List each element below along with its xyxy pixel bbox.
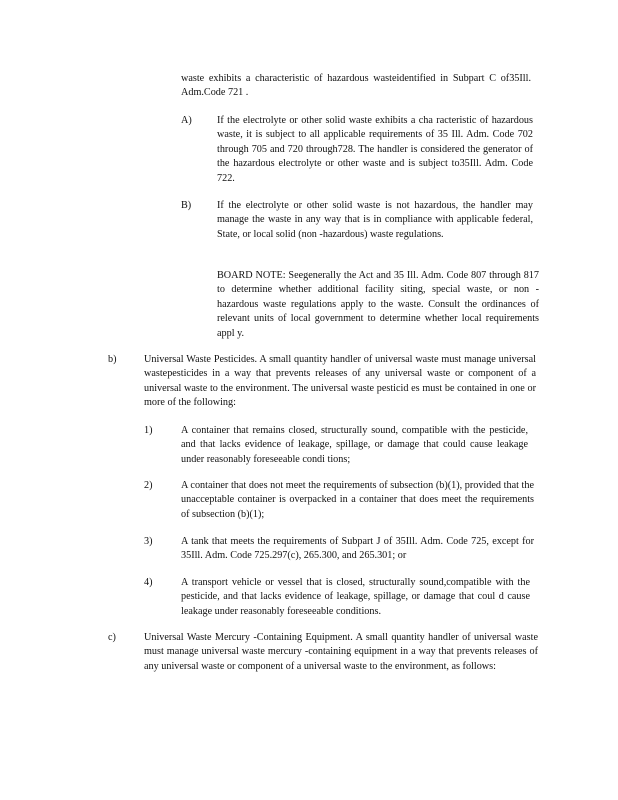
item-1-text: A container that remains closed, structurally sound, compatible with the pesticide, and that lacks evidence of leakage, spillage, or damage that could cause leakage under reasonably foreseeable condi tions; (181, 425, 528, 465)
section-b-text: Universal Waste Pesticides. A small quantity handler of universal waste must manage universal wastepesticides in a way that prevents releases of any universal waste or component of a universal waste to the environment. The universal waste pesticid es must be contained in one or more of the following: (144, 354, 536, 409)
section-b-label: b) (108, 354, 117, 365)
item-4-text: A transport vehicle or vessel that is closed, structurally sound,compatible with the pesticide, and that lacks evidence of leakage, spillage, or damage that coul d cause leakage under reasonably foreseeable conditions. (181, 577, 530, 617)
section-c-label: c) (108, 632, 116, 643)
board-note: BOARD NOTE: Seegenerally the Act and 35 Ill. Adm. Code 807 through 817 to determine whether additional facility siting, special waste, or non -hazardous waste regulations apply to the waste. Consult the ordinances of relevant units of local government to determine whether local requirements appl y. (217, 270, 539, 339)
item-2-label: 2) (144, 480, 153, 491)
item-1-label: 1) (144, 425, 153, 436)
item-3-label: 3) (144, 536, 153, 547)
intro-paragraph: waste exhibits a characteristic of hazardous wasteidentified in Subpart C of35Ill. Adm.Code 721 . (181, 73, 531, 99)
item-2-text: A container that does not meet the requirements of subsection (b)(1), provided that the unacceptable container is overpacked in a container that does meet the requirements of subsection (b)(1); (181, 480, 534, 520)
item-4-label: 4) (144, 577, 153, 588)
subitem-a-text: If the electrolyte or other solid waste exhibits a cha racteristic of hazardous waste, it is subject to all applicable requirements of 35 Ill. Adm. Code 702 through 705 and 720 through728. The handler is considered the generator of the hazardous electrolyte or other waste and is subject to35Ill. Adm. Code 722. (217, 115, 533, 184)
subitem-b-text: If the electrolyte or other solid waste is not hazardous, the handler may manage the waste in any way that is in compliance with applicable federal, State, or local solid (non -hazardous) waste regulations. (217, 200, 533, 240)
subitem-a-label: A) (181, 115, 192, 126)
subitem-b-label: B) (181, 200, 192, 211)
section-c-text: Universal Waste Mercury -Containing Equipment. A small quantity handler of universal waste must manage universal waste mercury -containing equipment in a way that prevents releases of any universal waste or component of a universal waste to the environment, as follows: (144, 632, 538, 672)
item-3-text: A tank that meets the requirements of Subpart J of 35Ill. Adm. Code 725, except for 35Ill. Adm. Code 725.297(c), 265.300, and 265.301; or (181, 536, 534, 562)
